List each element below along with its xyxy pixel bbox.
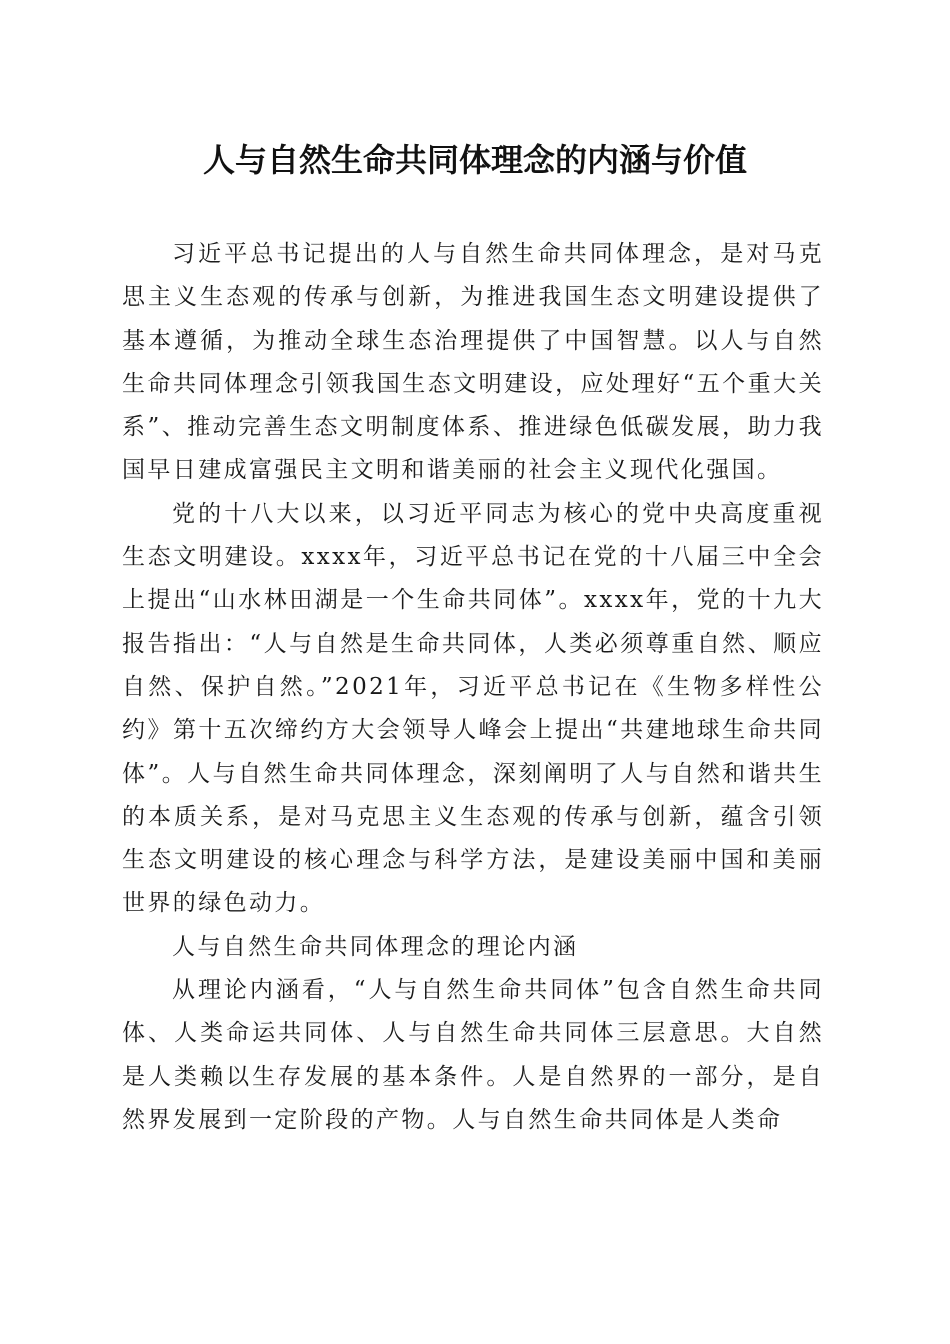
document-body: [122, 233, 824, 1142]
paragraph-theory: 从理论内涵看，“人与自然生命共同体”包含自然生命共同体、人类命运共同体、人与自然生命共同体三层意思。大自然是人类赖以生存发展的基本条件。人是自然界的一部分，是自然界发展到一定阶段的产物。人与自然生命共同体是人类命: [122, 977, 824, 1133]
section-heading: 人与自然生命共同体理念的理论内涵: [172, 933, 579, 960]
document-title: 人与自然生命共同体理念的内涵与价值: [202, 141, 747, 179]
paragraph-intro: 习近平总书记提出的人与自然生命共同体理念，是对马克思主义生态观的传承与创新，为推进我国生态文明建设提供了基本遵循，为推动全球生态治理提供了中国智慧。以人与自然生命共同体理念引领我国生态文明建设，应处理好“五个重大关系”、推动完善生态文明制度体系、推进绿色低碳发展，助力我国早日建成富强民主文明和谐美丽的社会主义现代化强国。: [122, 241, 824, 484]
paragraph-background: 党的十八大以来，以习近平同志为核心的党中央高度重视生态文明建设。xxxx年，习近平总书记在党的十八届三中全会上提出“山水林田湖是一个生命共同体”。xxxx年，党的十九大报告指出：“人与自然是生命共同体，人类必须尊重自然、顺应自然、保护自然。”2021年，习近平总书记在《生物多样性公约》第十五次缔约方大会领导人峰会上提出“共建地球生命共同体”。人与自然生命共同体理念，深刻阐明了人与自然和谐共生的本质关系，是对马克思主义生态观的传承与创新，蕴含引领生态文明建设的核心理念与科学方法，是建设美丽中国和美丽世界的绿色动力。: [122, 500, 824, 917]
